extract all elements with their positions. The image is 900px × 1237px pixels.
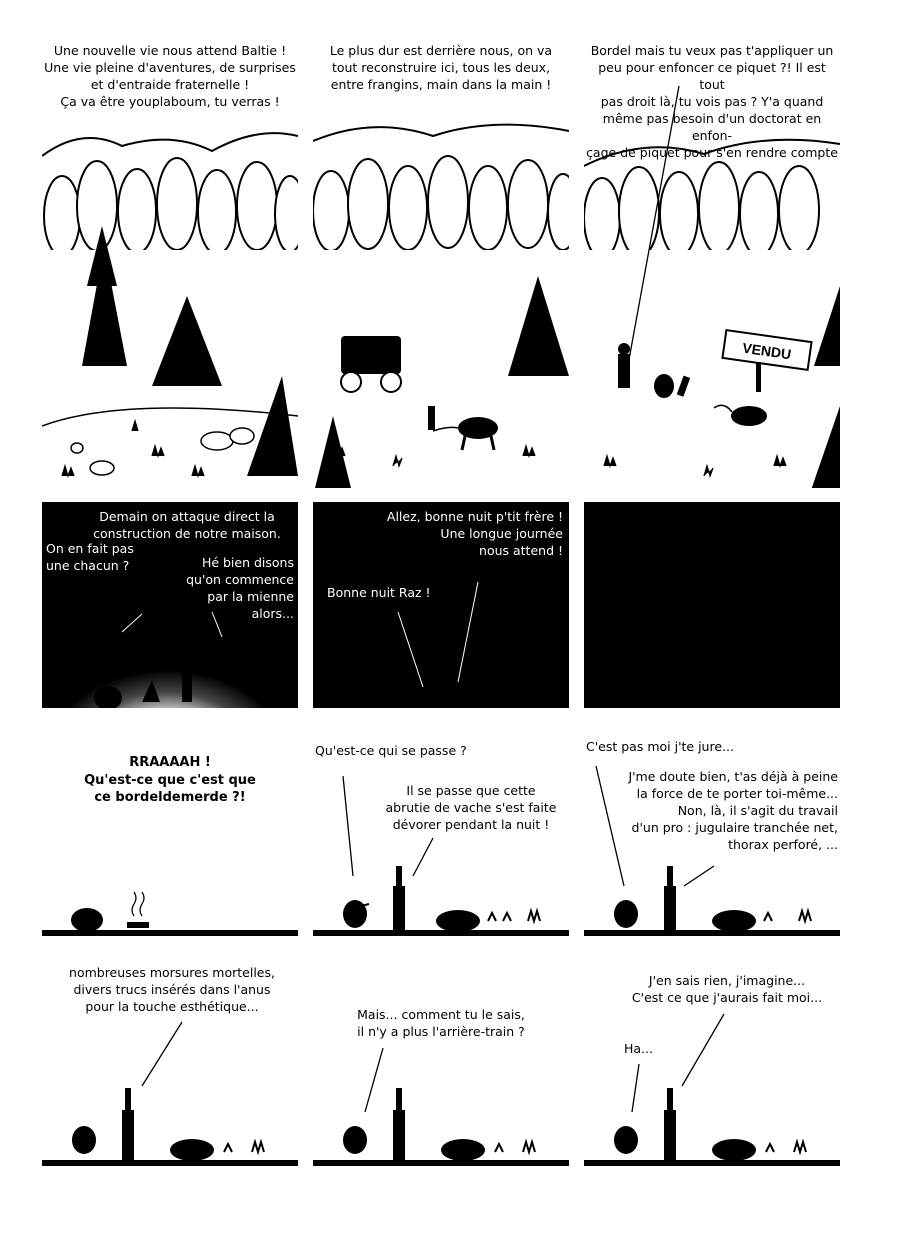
panel-wagon	[313, 36, 569, 488]
caption-wagon: Le plus dur est derrière nous, on va tout reconstruire ici, tous les deux, entre frangins, main dans la main !	[329, 43, 553, 92]
ground-line	[42, 930, 298, 936]
ground-line	[584, 1160, 840, 1166]
good-night-line-top: Allez, bonne nuit p'tit frère ! Une longue journée nous attend !	[386, 509, 563, 558]
bites-silhouette-art	[42, 962, 298, 1176]
panel-fence-post	[584, 36, 840, 488]
fence-landscape-art	[584, 36, 840, 488]
what-happened-silhouette-art	[313, 736, 569, 946]
panel-how-know	[313, 962, 569, 1176]
forest-landscape-art	[42, 36, 298, 488]
panel-discovery	[42, 736, 298, 946]
not-me-silhouette-art	[584, 736, 840, 946]
panel-good-night	[313, 502, 569, 708]
discovery-silhouette-art	[42, 736, 298, 946]
panel-black	[584, 502, 840, 708]
panel-what-happened	[313, 736, 569, 946]
shout-text: RRAAAAH ! Qu'est-ce que c'est que ce bordeldemerde ?!	[84, 755, 256, 806]
how-know-silhouette-art	[313, 962, 569, 1176]
ground-line	[313, 930, 569, 936]
imagine-silhouette-art	[584, 962, 840, 1176]
what-happened-line-a: Qu'est-ce qui se passe ?	[315, 743, 467, 758]
panel-bites	[42, 962, 298, 1176]
panel-arrival	[42, 36, 298, 488]
ground-line	[313, 1160, 569, 1166]
vendu-sign-text: VENDU	[741, 339, 793, 363]
caption-fence-post: Bordel mais tu veux pas t'appliquer un peu pour enfoncer ce piquet ?! Il est tout pas droit là, tu vois pas ? Y'a quand même pas besoin d'un doctorat en enfon- çage de piquet pour s'en rendre compte	[586, 43, 838, 160]
ground-line	[42, 1160, 298, 1166]
good-night-line-left: Bonne nuit Raz !	[327, 585, 431, 600]
panel-imagine	[584, 962, 840, 1176]
imagine-line-a: J'en sais rien, j'imagine... C'est ce que j'aurais fait moi...	[631, 973, 823, 1005]
panel-not-me	[584, 736, 840, 946]
campfire-line-left: On en fait pas une chacun ?	[46, 541, 134, 573]
caption-arrival: Une nouvelle vie nous attend Baltie ! Une vie pleine d'aventures, de surprises et d'entraide fraternelle ! Ça va être youplaboum, tu verras !	[44, 43, 296, 109]
panel-campfire	[42, 502, 298, 708]
ground-line	[584, 930, 840, 936]
bites-line-a: nombreuses morsures mortelles, divers trucs insérés dans l'anus pour la touche esthétique...	[69, 965, 275, 1014]
not-me-line-a: C'est pas moi j'te jure...	[586, 739, 734, 754]
what-happened-line-b: Il se passe que cette abrutie de vache s'est faite dévorer pendant la nuit !	[385, 783, 557, 832]
not-me-line-b: J'me doute bien, t'as déjà à peine la force de te porter toi-même... Non, là, il s'agit du travail d'un pro : jugulaire tranchée net, thorax perforé, ...	[628, 769, 838, 852]
imagine-line-b: Ha...	[624, 1041, 653, 1056]
campfire-line-top: Demain on attaque direct la construction de notre maison.	[93, 509, 281, 541]
campfire-line-right: Hé bien disons qu'on commence par la mienne alors...	[186, 555, 294, 621]
how-know-line-a: Mais... comment tu le sais, il n'y a plus l'arrière-train ?	[357, 1007, 525, 1039]
wagon-landscape-art	[313, 36, 569, 488]
